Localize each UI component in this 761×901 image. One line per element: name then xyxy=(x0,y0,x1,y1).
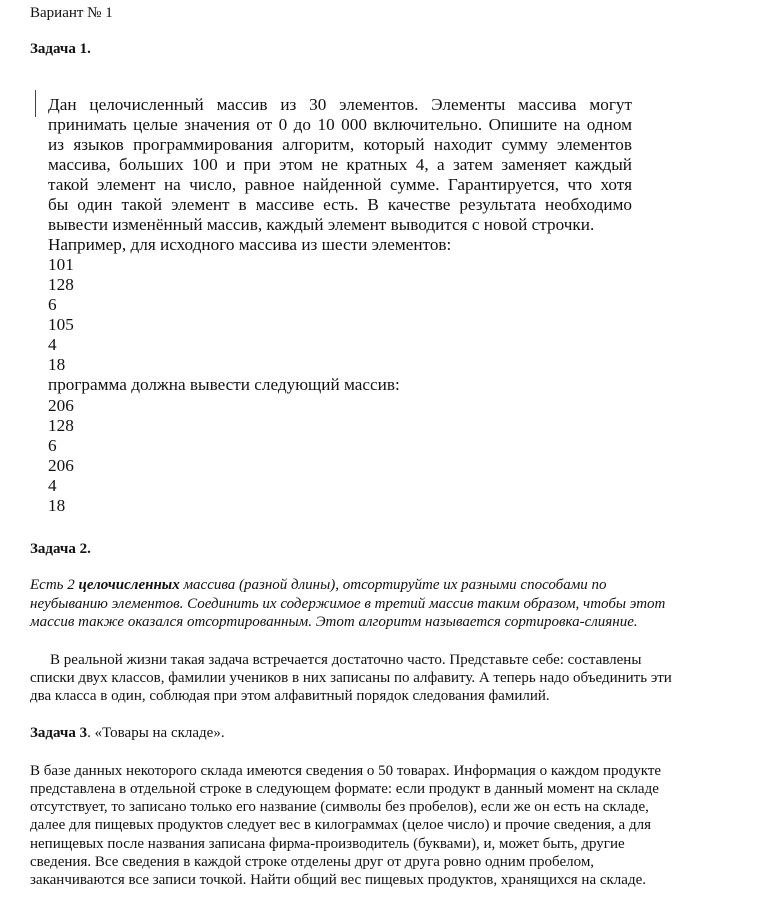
task3-heading-bold: Задача 3 xyxy=(30,725,88,741)
task2-italic-line: неубыванию элементов. Соединить их содержимое в третий массив таким образом, чтобы этот xyxy=(30,596,666,612)
task1-heading: Задача 1. xyxy=(30,41,91,57)
task3-line: далее для пищевых продуктов следует вес в килограммах (целое число) и прочие сведения, а для xyxy=(30,817,651,833)
task3-line: отсутствует, то записано только его название (символы без пробелов), если же он есть на складе, xyxy=(30,799,649,815)
output-value: 128 xyxy=(48,416,74,435)
task2-plain-line: два класса в один, соблюдая при этом алфавитный порядок следования фамилий. xyxy=(30,688,550,704)
task2-italic-line xyxy=(30,576,607,594)
task3-heading xyxy=(30,724,225,742)
task2-italic-text: Есть 2 xyxy=(30,577,79,593)
task3-line: заканчиваются все записи точкой. Найти общий вес пищевых продуктов, хранящихся на складе. xyxy=(30,872,646,888)
task1-paragraph-line: массива, больших 100 и при этом не кратных 4, а затем заменяет каждый xyxy=(48,155,632,174)
task3-heading-rest: . «Товары на складе». xyxy=(87,725,225,741)
input-value: 128 xyxy=(48,275,74,294)
task1-paragraph-line: из языков программирования алгоритм, который находит сумму элементов xyxy=(48,135,632,154)
variant-title: Вариант № 1 xyxy=(30,5,113,21)
input-value: 101 xyxy=(48,255,74,274)
task1-example-intro: Например, для исходного массива из шести элементов: xyxy=(48,235,452,254)
task2-plain-line: списки двух классов, фамилии учеников в них записаны по алфавиту. А теперь надо объединить эти xyxy=(30,670,672,686)
input-value: 105 xyxy=(48,315,74,334)
task1-paragraph-line: бы один такой элемент в массиве есть. В качестве результата необходимо xyxy=(48,195,632,214)
task2-plain-line: В реальной жизни такая задача встречается достаточно часто. Представьте себе: составлены xyxy=(50,652,642,668)
output-value: 18 xyxy=(48,496,66,515)
task3-line: В базе данных некоторого склада имеются сведения о 50 товарах. Информация о каждом продукте xyxy=(30,763,662,779)
task1-paragraph-line: вывести изменённый массив, каждый элемент выводится с новой строчки. xyxy=(48,215,595,234)
output-value: 206 xyxy=(48,456,74,475)
text-cursor-marker xyxy=(35,90,36,117)
task1-paragraph-line: принимать целые значения от 0 до 10 000 включительно. Опишите на одном xyxy=(48,115,632,134)
output-value: 6 xyxy=(48,436,57,455)
output-value: 4 xyxy=(48,476,57,495)
output-value: 206 xyxy=(48,396,74,415)
input-value: 4 xyxy=(48,335,57,354)
input-value: 18 xyxy=(48,355,66,374)
task2-italic-line: массив также оказался отсортированным. Этот алгоритм называется сортировка-слияние. xyxy=(30,614,638,630)
task1-paragraph-line: Дан целочисленный массив из 30 элементов. Элементы массива могут xyxy=(48,95,632,114)
task2-italic-text: массива (разной длины), отсортируйте их разными способами по xyxy=(179,577,607,593)
task3-line: непищевых после названия записана фирма-производитель (буквами), и, может быть, другие xyxy=(30,836,625,852)
task3-line: сведения. Все сведения в каждой строке отделены друг от друга ровно одним пробелом, xyxy=(30,854,595,870)
task2-heading: Задача 2. xyxy=(30,541,91,557)
task1-paragraph-line: такой элемент на число, равное найденной сумме. Гарантируется, что хотя xyxy=(48,175,632,194)
task3-line: представлена в отдельной строке в следующем формате: если продукт в данный момент на складе xyxy=(30,781,659,797)
task1-output-intro: программа должна вывести следующий массив: xyxy=(48,375,400,394)
task2-bold-word: целочисленных xyxy=(78,577,180,593)
input-value: 6 xyxy=(48,295,57,314)
